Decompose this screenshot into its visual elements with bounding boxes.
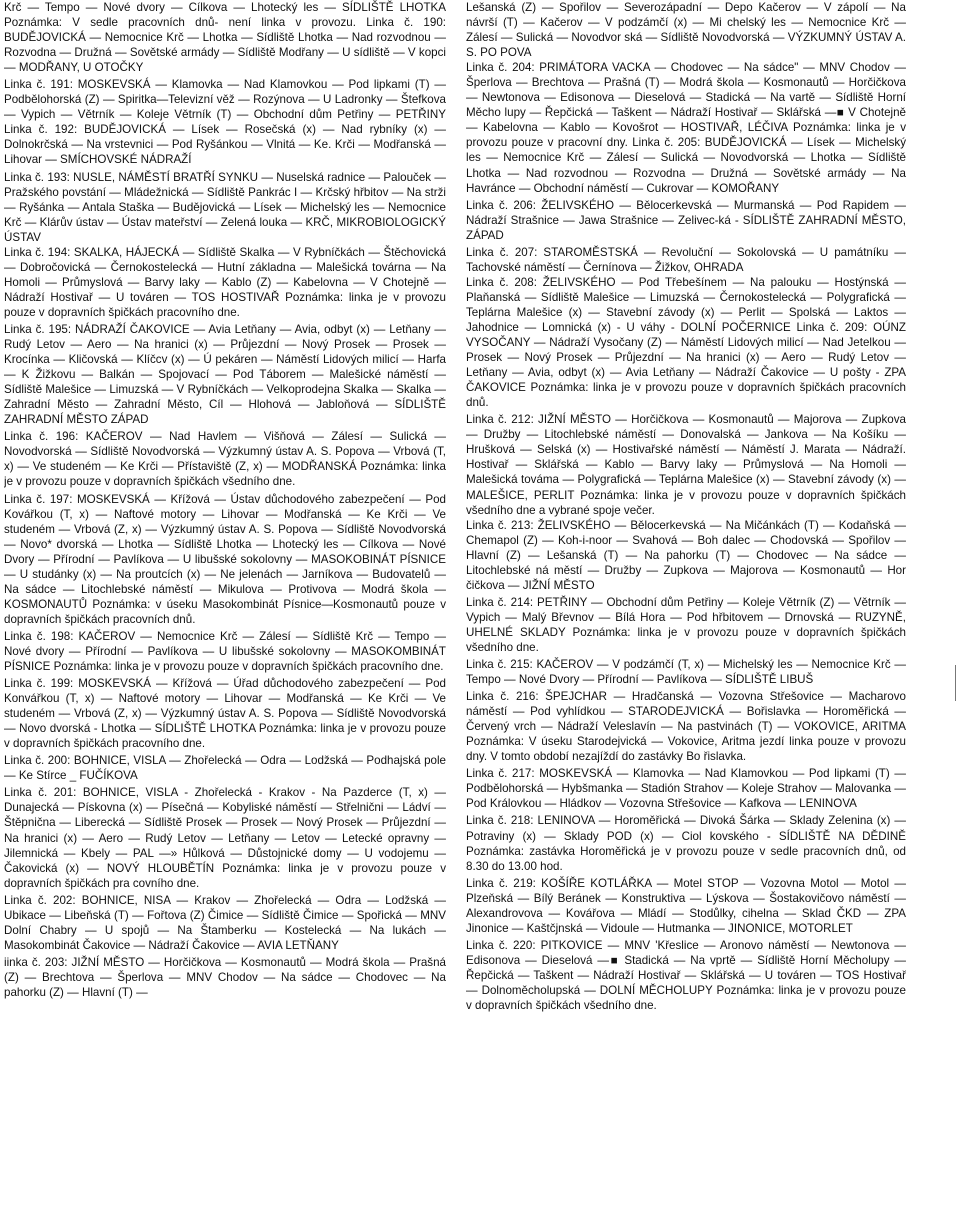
paragraph-212: Linka č. 212: JIŽNÍ MĚSTO — Horčičkova — Kosmonautů — Majorova — Zupkova — Družby — Litochlebské náměstí — Donovalská — Jankova — Na Košíku — Hrušková — Selská (x) — Hostivařské náměstí — Náměstí J. Marata — Nádraží. Hostivař — Sklářská — Kablo — Barvy laky — Průmyslová — Na Homoli — Malešická továma — Polygrafická — Teplárna Malešice (x) — Stavební závody (x) — MALEŠICE, PERLIT Poznámka: linka je v provozu pouze v dopravních špičkách všedního dne a vybrané spoje večer.	[466, 413, 906, 517]
paragraph-218: Linka č. 218: LENINOVA — Horoměřická — Divoká Šárka — Sklady Zelenina (x) — Potraviny (x) — Sklady POD (x) — Ciol kovského - SÍDLIŠTĚ NA DĚDINĚ Poznámka: zastávka Horoměřická je v provozu pouze v sedle pracovních dnů, od 8.30 do 13.00 hod.	[466, 814, 906, 873]
paragraph-201: Linka č. 201: BOHNICE, VISLA - Zhořelecká - Krakov - Na Pazderce (T, x) — Dunajecká — Pískovna (x) — Písečná — Kobyliské náměstí — Střelnični — Ládví — Štěpnična — Liberecká — Sídliště Prosek — Prosek — Nový Prosek — Průjezdní — Na hranici (x) — Aero — Rudý Letov — Letňany — Letov — Letecké opravny — Jilemnická — Kbely — PAL —» Hůlková — Důstojnické domy — U vodojemu — Čakovická (x) — NOVÝ HLOUBĚTÍN Poznámka: linka je v provozu pouze v dopravních špičkách pra covního dne.	[4, 786, 446, 890]
paragraph-191-192: Linka č. 191: MOSKEVSKÁ — Klamovka — Nad Klamovkou — Pod lipkami (T) — Podbělohorská (Z) — Spiritka—Televizní věž — Rozýnova — U Ladronky — Štefkova — Vypich — Větrník — Koleje Větrník (T) — Obchodní dům Petřiny — PETŘINY Linka č. 192: BUDĚJOVICKÁ — Lísek — Rosečská (x) — Nad rybníky (x) — Dolnokrčská — Na vrstevnici — Pod Ryšánkou — Vlnitá — Ke. Krči — Modřanská — Lihovar — SMÍCHOVSKÉ NÁDRAŽÍ	[4, 78, 446, 167]
paragraph-198: Linka č. 198: KAČEROV — Nemocnice Krč — Zálesí — Sídliště Krč — Tempo — Nové dvory — Přírodní — Pavlíkova — U libušské sokolovny — MASOKOMBINÁT PÍSNICE Poznámka: linka je v provozu pouze v dopravních špičkách pracovního dne.	[4, 629, 446, 674]
left-text-column	[4, 0, 446, 1207]
paragraph-207: Linka č. 207: STAROMĚSTSKÁ — Revoluční — Sokolovská — U památníku — Tachovské náměstí — Černínova — Žižkov, OHRADA	[466, 245, 906, 274]
paragraph-216: Linka č. 216: ŠPEJCHAR — Hradčanská — Vozovna Střešovice — Macharovo náměstí — Pod vyhlídkou — STARODEJVICKÁ — Bořislavka — Horoměřická — Červený vrch — Nádraží Veleslavín — Na pastvinách (T) — VOKOVICE, ARITMA Poznámka: V úseku Starodejvická — Vokovice, Aritma jezdí linka pouze v provozu dny. V tomto období nezajíždí do zastávky Bo řislavka.	[466, 690, 906, 764]
paragraph-194: Linka č. 194: SKALKA, HÁJECKÁ — Sídliště Skalka — V Rybníčkách — Štěchovická — Dobročovická — Černokostelecká — Hutní základna — Malešická továrna — Na Homoli — Průmyslová — Barvy laky — Kablo (Z) — Kabelovna — V Chotejně — Nádraží Hostivař — U továren — TOS HOSTIVAŘ Poznámka: linka je v provozu pouze v dopravních špičkách pracovního dne.	[4, 245, 446, 319]
paragraph-217: Linka č. 217: MOSKEVSKÁ — Klamovka — Nad Klamovkou — Pod lipkami (T) — Podbělohorská — Hybšmanka — Stadión Strahov — Koleje Strahov — Malovanka — Pod Královkou — Hládkov — Vozovna Střešovice — Kafkova — LENINOVA	[466, 767, 906, 811]
paragraph-219: Linka č. 219: KOŠÍŘE KOTLÁŘKA — Motel STOP — Vozovna Motol — Motol — Plzeňská — Bílý Beránek — Konstruktiva — Lýskova — Šostakovičovo náměstí — Alexandrovova — Kovářova — Mládí — Stodůlky, cihelna — Sklad ČKD — ZPA Jinonice — Kaštčjnská — Vidoule — Hutmanka — JINONICE, MOTORLET	[466, 876, 906, 935]
paragraph-197: Linka č. 197: MOSKEVSKÁ — Křížová — Ústav důchodového zabezpečení — Pod Kovářkou (T, x) — Naftové motory — Lihovar — Modřanská — Ke Krči — Ve studeném — Vrbová (Z, x) — Výzkumný ústav A. S. Popova — Sídliště Novodvorská — Novo* dvorská — Lhotka — Sídliště Lhotka — Lhotecký les — Cílkova — Nové Dvory — Přírodní — Pavlíkova — U libušské sokolovny — MASOKOBINÁT PÍSNICE — U studánky (x) — Na proutcích (x) — Ne jelenách — Jarníkova — Budovatelů — Na sádce — Litochlebské náměstí — Mikulova — Protivova — Modrá škola — KOSMONAUTŮ Poznámka: v úseku Masokombinát Písnice—Kosmonautů pouze v dopravních špičkách pracovních dnů.	[4, 492, 446, 626]
paragraph-199: Linka č. 199: MOSKEVSKÁ — Křížová — Úřad důchodového zabezpečení — Pod Konvářkou (T, x) — Naftové motory — Lihovar — Modřanská — Ke Krči — Ve studeném — Vrbová (Z, x) — Výzkumný ústav A. S. Popova — Sídliště Novodvorská — Novo dvorská - Lhotka — SÍDLIŠTĚ LHOTKA Poznámka: linka je v provozu pouze v dopravních špičkách pracovního dne.	[4, 677, 446, 751]
paragraph-215: Linka č. 215: KAČEROV — V podzámčí (T, x) — Michelský les — Nemocnice Krč — Tempo — Nové Dvory — Přírodní — Pavlíkova — SÍDLIŠTĚ LIBUŠ	[466, 658, 906, 687]
paragraph-196: Linka č. 196: KAČEROV — Nad Havlem — Višňová — Zálesí — Sulická — Novodvorská — Sídliště Novodvorská — Výzkumný ústav A. S. Popova — Vrbová (T, x) — Ve studeném — Ke Krči — Přístaviště (Z, x) — MODŘANSKÁ Poznámka: linka je v provozu pouze v dopravních špičkách všedního dne.	[4, 430, 446, 489]
paragraph-200: Linka č. 200: BOHNICE, VISLA — Zhořelecká — Odra — Lodžská — Podhajská pole — Ke Stírce _ FUČÍKOVA	[4, 754, 446, 783]
paragraph-213: Linka č. 213: ŽELIVSKÉHO — Bělocerkevská — Na Mičánkách (T) — Kodaňská — Chemapol (Z) — Koh-i-noor — Svahová — Boh dalec — Chodovská — Spořilov — Hlavní (Z) — Lešanská (T) — Na pahorku (T) — Chodovec — Na sádce — Litochlebské ná městí — Družby — Zupkova — Majorova — Kosmonautů — Hor čičkova — JIŽNÍ MĚSTO	[466, 518, 906, 592]
paragraph-203: iinka č. 203: JIŽNÍ MĚSTO — Horčičkova — Kosmonautů — Modrá škola — Prašná (Z) — Brechtova — Šperlova — MNV Chodov — Na sádce — Chodovec — Na pahorku (Z) — Hlavní (T) —	[4, 955, 446, 999]
paragraph-204-205: Linka č. 204: PRIMÁTORA VACKA — Chodovec — Na sádce" — MNV Chodov — Šperlova — Brechtova — Prašná (T) — Modrá škola — Kosmonautů — Horčičkova — Newtonova — Edisonova — Dieselová — Stadická — Na vartě — Sídliště Horní Měcho lupy — Řepčická — Taškent — Nádraží Hostivař — Sklářská —■ V Chotejně — Kabelovna — Kablo — Kovošrot — HOSTIVAŘ, LÉČIVA Poznámka: linka je v provozu pouze v pracovní dny. Linka č. 205: BUDĚJOVICKÁ — Lísek — Michelský les — Nemocnice Krč — Zálesí — Sulická — Novodvorská — Lhotka — Sídliště Lhotka — Nad rozvodnou — Rozvodna — Družná — Sovětské armády — Na Havránce — Obchodní náměstí — Cukrovar — KOMOŘANY	[466, 61, 906, 195]
margin-rule	[955, 665, 956, 701]
paragraph-208-209: Linka č. 208: ŽELIVSKÉHO — Pod Třebešínem — Na palouku — Hostýnská — Plaňanská — Sídliště Malešice — Limuzská — Černokostelecká — Polygrafická — Teplárna Malešice (x) — Stavební závody (x) — Perlit — Spolská — Laktos — Jahodnice — Lomnická (x) - U váhy - DOLNÍ POČERNICE Linka č. 209: OÚNZ VYSOČANY — Nádraží Vysočany (Z) — Náměstí Lidových milicí — Nad Jetelkou — Prosek — Nový Prosek — Průjezdní — Na hranici (x) — Aero — Rudý Letov — Letňany — Avia, odbyt (x) — Avia Letňany — Nádraží Čakovice — U pošty - ZPA ČAKOVICE Poznámka: linka je v provozu pouze v dopravních špičkách pracovních dnů.	[466, 275, 906, 410]
paragraph-206: Linka č. 206: ŽELIVSKÉHO — Bělocerkevská — Murmanská — Pod Rapidem — Nádraží Strašnice — Jawa Strašnice — Zelivec-ká - SÍDLIŠTĚ ZAHRADNÍ MĚSTO, ZÁPAD	[466, 198, 906, 242]
paragraph-203-continued: Lešanská (Z) — Spořilov — Severozápadní — Depo Kačerov — V zápolí — Na návrší (T) — Kačerov — V podzámčí (x) — Mi chelský les — Nemocnice Krč — Zálesí — Sulická — Novodvor ská — Sídliště Novodvorská — VÝZKUMNÝ ÚSTAV A. S. PO POVA	[466, 1, 906, 60]
paragraph-220: Linka č. 220: PITKOVICE — MNV 'Křeslice — Aronovo náměstí — Newtonova — Edisonova — Dieselová —■ Stadická — Na vprtě — Sídliště Horní Měcholupy — Řepčická — Taškent — Nádraží Hostivař — Sklářská — U továren — TOS Hostivař — Dolnoměcholupská — DOLNÍ MĚCHOLUPY Poznámka: linka je v provozu pouze v dopravních špičkách všedního dne.	[466, 938, 906, 1013]
paragraph-195: Linka č. 195: NÁDRAŽÍ ČAKOVICE — Avia Letňany — Avia, odbyt (x) — Letňany — Rudý Letov — Aero — Na hranici (x) — Průjezdní — Nový Prosek — Prosek — Krocínka — Kličovská — Klíčcv (x) — Ú pekáren — Náměstí Lidových milicí — Harfa — K Žižkovu — Balkán — Spojovací — Pod Táborem — Malešické náměstí — Sídliště Malešice — Limuzská — V Rybníčkách — Velkoprodejna Skalka — Skalka — Zahradní Město — Zahradní Město, Cíl — Hlohová — Jabloňová — SÍDLIŠTĚ ZAHRADNÍ MĚSTO ZÁPAD	[4, 322, 446, 427]
paragraph-190: Krč — Tempo — Nové dvory — Cílkova — Lhotecký les — SÍDLIŠTĚ LHOTKA Poznámka: V sedle pracovních dnů- není linka v provozu. Linka č. 190: BUDĚJOVICKÁ — Nemocnice Krč — Lhotka — Sídliště Lhotka — Nad rozvodnou — Rozvodna — Družná — Sovětské armády — Sídliště Modřany — U sídliště — V kopci — MODŘANY, U OTOČKY	[4, 1, 446, 75]
paragraph-202: Linka č. 202: BOHNICE, NISA — Krakov — Zhořelecká — Odra — Lodžská — Ubikace — Libeňská (T) — Fořtova (Z) Čimice — Sídliště Čimice — Spořická — MNV Dolní Chabry — U spojů — Na Štamberku — Kostelecká — Na lukách — Masokombinát Čakovice — Nádraží Čakovice — AVIA LETŇANY	[4, 893, 446, 952]
paragraph-193: Linka č. 193: NUSLE, NÁMĚSTÍ BRATŘÍ SYNKU — Nuselská radnice — Palouček — Pražského povstání — Mládežnická — Sídliště Pankrác I — Krčský hřbitov — Na strži — Ryšánka — Antala Staška — Budějovická — Lísek — Michelský les — Nemocnice Krč — Klárův ústav — Ústav mateřství — Zelená louka — KRČ, MIKROBIOLOGICKÝ ÚSTAV	[4, 170, 446, 244]
paragraph-214: Linka č. 214: PETŘINY — Obchodní dům Petřiny — Koleje Větrník (Z) — Větrník — Vypich — Malý Břevnov — Bílá Hora — Pod hřbitovem — Drnovská — RUZYNĚ, UHELNÉ SKLADY Poznámka: linka je v provozu pouze v dopravních špičkách všedního dne.	[466, 595, 906, 654]
right-text-column	[466, 0, 906, 1207]
